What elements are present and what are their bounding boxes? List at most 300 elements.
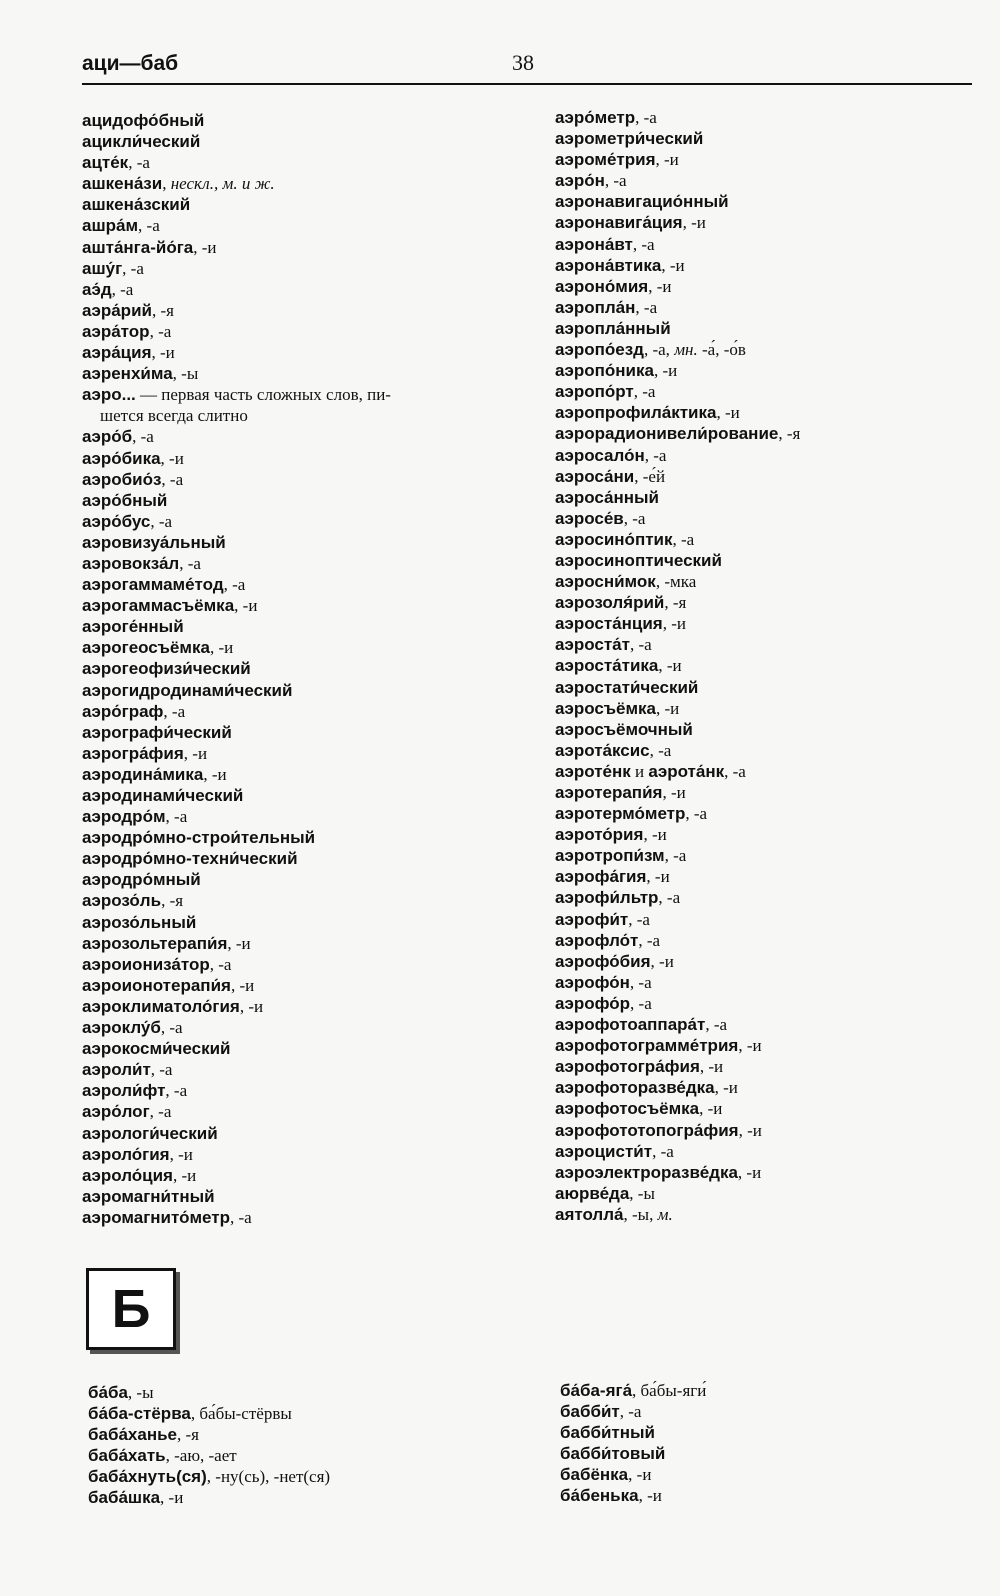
headword: ашта́нга-йо́га bbox=[82, 237, 194, 257]
grammar-form: , -а bbox=[160, 1018, 183, 1038]
grammar-form: , -и bbox=[628, 1465, 652, 1485]
dictionary-entry bbox=[555, 1141, 975, 1162]
dictionary-entry bbox=[555, 234, 975, 255]
grammar-form: , -и bbox=[682, 213, 706, 233]
dictionary-entry bbox=[82, 869, 522, 890]
grammar-form: , -а bbox=[128, 153, 150, 173]
dictionary-entry bbox=[560, 1422, 980, 1443]
headword: аэродинами́ческий bbox=[82, 786, 244, 805]
grammar-form: , -и bbox=[172, 1165, 197, 1185]
grammar-form: , -а bbox=[644, 445, 667, 465]
headword: аэросино́птик bbox=[555, 529, 673, 549]
dictionary-entry bbox=[555, 508, 975, 529]
grammar-form: , -а bbox=[664, 846, 687, 866]
dictionary-entry bbox=[82, 890, 522, 911]
headword: аэростати́ческий bbox=[555, 677, 699, 697]
grammar-form: , -ы bbox=[127, 1383, 154, 1402]
dictionary-entry bbox=[82, 785, 522, 806]
headword: аэродро́мно-строи́тельный bbox=[82, 828, 316, 848]
headword: аэро́бный bbox=[82, 490, 168, 510]
dictionary-entry bbox=[82, 279, 522, 300]
dictionary-entry bbox=[82, 532, 522, 553]
grammar-form: , -а bbox=[111, 279, 134, 299]
headword: ба́ба bbox=[88, 1383, 128, 1402]
dictionary-entry bbox=[88, 1382, 528, 1403]
headword: баба́хать bbox=[88, 1446, 166, 1466]
headword: аэро... bbox=[82, 385, 136, 405]
headword: аэроста́тика bbox=[555, 656, 659, 676]
headword: ацидофо́бный bbox=[82, 111, 205, 130]
grammar-form: , -а bbox=[604, 171, 627, 191]
grammar-form: , -и bbox=[169, 1144, 193, 1164]
headword: аэрота́ксис bbox=[555, 740, 650, 760]
headword: аэроста́нция bbox=[555, 614, 663, 634]
grammar-form: , -я bbox=[664, 593, 687, 613]
grammar-form: , -и bbox=[699, 1099, 723, 1119]
dictionary-entry bbox=[82, 173, 522, 194]
grammar-form: , -я bbox=[161, 891, 184, 911]
headword: бабби́товый bbox=[560, 1444, 666, 1464]
headword: аэродро́мный bbox=[82, 870, 201, 890]
headword: аэропо́рт bbox=[555, 382, 634, 402]
headword: баба́хнуть(ся) bbox=[88, 1467, 207, 1487]
headword: аэрофотосъёмка bbox=[555, 1099, 700, 1119]
headword: аэровизуа́льный bbox=[82, 532, 226, 552]
grammar-form: и bbox=[630, 761, 649, 781]
dictionary-entry bbox=[555, 1183, 975, 1204]
dictionary-entry bbox=[82, 215, 522, 236]
headword: аэрозо́льный bbox=[82, 912, 197, 932]
dictionary-entry bbox=[555, 1056, 975, 1077]
dictionary-entry bbox=[555, 1077, 975, 1098]
headword: аэрозольтерапи́я bbox=[82, 933, 228, 953]
grammar-form: , -и bbox=[662, 783, 686, 802]
dictionary-entry bbox=[82, 1059, 522, 1080]
grammar-form: , -а bbox=[629, 972, 652, 992]
headword: аэроклу́б bbox=[82, 1018, 161, 1038]
dictionary-entry bbox=[560, 1401, 980, 1422]
headword: аэробио́з bbox=[82, 469, 162, 489]
dictionary-entry bbox=[555, 529, 975, 550]
grammar-form: , -и bbox=[716, 403, 740, 423]
grammar-form: , -ы, bbox=[623, 1204, 658, 1224]
grammar-form: , -а bbox=[132, 427, 154, 447]
grammar-form: , -а bbox=[705, 1015, 728, 1035]
headword: аэромагнито́метр bbox=[82, 1207, 230, 1227]
grammar-form: , -а bbox=[209, 954, 232, 974]
dictionary-entry bbox=[555, 550, 975, 571]
grammar-form: , -а bbox=[149, 1102, 172, 1122]
headword: аэросало́н bbox=[555, 445, 645, 465]
grammar-form: , -ну(сь), -нет(ся) bbox=[206, 1467, 331, 1487]
dictionary-entry bbox=[555, 761, 975, 782]
dictionary-entry bbox=[82, 342, 522, 363]
headword: аэропо́езд bbox=[555, 340, 644, 360]
dictionary-entry bbox=[555, 698, 975, 719]
grammar-form: , -и bbox=[653, 361, 678, 381]
grammar-form: , -и bbox=[151, 343, 175, 363]
dictionary-entry bbox=[82, 595, 522, 616]
grammar-form: , -и bbox=[714, 1078, 738, 1098]
headword: аэроли́т bbox=[82, 1060, 151, 1080]
headword: аэрофи́льтр bbox=[555, 888, 659, 908]
dictionary-entry bbox=[555, 445, 975, 466]
grammar-form: , -а bbox=[629, 635, 652, 655]
abbreviation: нескл., м. и ж. bbox=[170, 174, 275, 194]
headword: аэрогидродинами́ческий bbox=[82, 680, 293, 700]
headword: аэро́б bbox=[82, 427, 133, 447]
grammar-form: , -а bbox=[163, 701, 186, 721]
grammar-form: , -и bbox=[646, 867, 670, 887]
grammar-form: , ба́бы-стёрвы bbox=[190, 1404, 292, 1424]
grammar-form: , -аю, -ает bbox=[165, 1446, 237, 1466]
dictionary-entry bbox=[82, 680, 522, 701]
grammar-form: , ба́бы-яги́ bbox=[632, 1381, 707, 1400]
grammar-form: , -а bbox=[628, 909, 650, 929]
grammar-form: , -я bbox=[151, 300, 174, 320]
headword: аэроге́нный bbox=[82, 617, 184, 637]
headword: бабби́т bbox=[560, 1402, 620, 1422]
grammar-form: , -а bbox=[633, 382, 656, 402]
grammar-form: , -а bbox=[658, 888, 681, 908]
dictionary-entry bbox=[555, 107, 975, 128]
headword: ба́бенька bbox=[560, 1486, 639, 1506]
dictionary-entry bbox=[88, 1424, 528, 1445]
grammar-form: , -а bbox=[652, 1141, 674, 1161]
grammar-form: , -а bbox=[635, 108, 657, 127]
headword: аэромагни́тный bbox=[82, 1186, 215, 1206]
dictionary-entry bbox=[555, 909, 975, 930]
headword: аэрозоля́рий bbox=[555, 593, 665, 613]
dictionary-entry bbox=[82, 131, 522, 152]
grammar-form: , -а bbox=[138, 216, 160, 236]
headword: аэро́бус bbox=[82, 511, 151, 531]
grammar-form: , -и bbox=[661, 255, 685, 275]
dictionary-entry bbox=[555, 655, 975, 676]
grammar-form: , -а bbox=[122, 258, 144, 278]
grammar-form: , -и bbox=[203, 764, 227, 784]
headword: аэрокосми́ческий bbox=[82, 1039, 231, 1059]
grammar-form: , -и bbox=[658, 656, 682, 676]
dictionary-entry bbox=[555, 634, 975, 655]
dictionary-entry bbox=[82, 616, 522, 637]
grammar-form: , -я bbox=[778, 424, 801, 444]
dictionary-entry bbox=[82, 912, 522, 933]
dictionary-entry bbox=[555, 887, 975, 908]
headword: ба́ба-яга́ bbox=[560, 1381, 633, 1400]
headword: аэросиноптический bbox=[555, 550, 722, 570]
headword: аэропрофила́ктика bbox=[555, 403, 717, 423]
headword: ашкена́зи bbox=[82, 174, 163, 194]
dictionary-entry bbox=[82, 152, 522, 173]
grammar-form: , -я bbox=[177, 1425, 199, 1445]
headword: аэроста́т bbox=[555, 635, 630, 655]
dictionary-entry bbox=[82, 448, 522, 469]
dictionary-entry bbox=[82, 933, 522, 954]
abbreviation: мн. bbox=[674, 340, 698, 360]
headword: аэрофа́гия bbox=[555, 867, 647, 887]
headword: ацикли́ческий bbox=[82, 132, 201, 152]
dictionary-entry bbox=[82, 574, 522, 595]
page-number: 38 bbox=[512, 50, 534, 75]
headword: аэра́ция bbox=[82, 343, 152, 363]
headword: аэро́граф bbox=[82, 701, 164, 721]
grammar-form: , -а bbox=[619, 1402, 642, 1422]
headword: аэрофи́т bbox=[555, 909, 629, 929]
dictionary-entry bbox=[555, 719, 975, 740]
headword: аэротермо́метр bbox=[555, 804, 686, 824]
grammar-form: , -ы bbox=[629, 1183, 655, 1203]
headword: аэроиониза́тор bbox=[82, 954, 210, 974]
headword: аэропо́ника bbox=[555, 361, 654, 381]
dictionary-entry bbox=[555, 951, 975, 972]
dictionary-entry bbox=[82, 1144, 522, 1165]
dictionary-entry bbox=[560, 1443, 980, 1464]
column-right bbox=[555, 107, 975, 1225]
dictionary-entry bbox=[82, 1017, 522, 1038]
headword: аэрографи́ческий bbox=[82, 722, 232, 742]
dictionary-entry bbox=[82, 701, 522, 722]
grammar-form: , -а bbox=[149, 321, 172, 341]
headword: аэро́лог bbox=[82, 1102, 150, 1122]
dictionary-entry bbox=[555, 423, 975, 444]
dictionary-entry bbox=[82, 827, 522, 848]
dictionary-entry bbox=[82, 469, 522, 490]
dictionary-entry bbox=[555, 487, 975, 508]
headword: аэросни́мок bbox=[555, 572, 656, 592]
grammar-form: , -а bbox=[623, 508, 646, 528]
grammar-form: , -и bbox=[662, 614, 686, 634]
dictionary-entry bbox=[555, 677, 975, 698]
grammar-form: шется всегда слитно bbox=[100, 406, 248, 426]
grammar-form: , -и bbox=[227, 933, 251, 953]
headword: аэрофотограмме́трия bbox=[555, 1036, 739, 1056]
dictionary-entry bbox=[555, 803, 975, 824]
dictionary-entry bbox=[82, 954, 522, 975]
grammar-form: , -а bbox=[649, 740, 672, 760]
dictionary-entry bbox=[82, 300, 522, 321]
grammar-form: , -а bbox=[179, 553, 201, 573]
headword: аэронавига́ция bbox=[555, 213, 683, 233]
dictionary-entry bbox=[555, 402, 975, 423]
grammar-form: , -а bbox=[685, 804, 708, 824]
headword: аэрогаммаме́тод bbox=[82, 575, 224, 595]
grammar-form: , -а bbox=[638, 930, 661, 950]
grammar-form: , -и bbox=[160, 448, 184, 468]
headword: аэроса́ни bbox=[555, 466, 635, 486]
headword: аэрогра́фия bbox=[82, 743, 184, 763]
grammar-form: , -мка bbox=[655, 572, 697, 592]
headword: аэрофоторазве́дка bbox=[555, 1078, 715, 1098]
dictionary-entry bbox=[560, 1485, 980, 1506]
headword: бабби́тный bbox=[560, 1423, 655, 1443]
dictionary-entry bbox=[555, 993, 975, 1014]
dictionary-entry bbox=[82, 1186, 522, 1207]
headword: аэренхи́ма bbox=[82, 364, 173, 384]
headword: аэродро́м bbox=[82, 807, 166, 827]
dictionary-entry bbox=[555, 297, 975, 318]
grammar-form: , -и bbox=[239, 996, 264, 1016]
header-rule bbox=[82, 83, 972, 85]
headword: аэросе́в bbox=[555, 508, 624, 528]
grammar-form: , -и bbox=[648, 276, 672, 296]
dictionary-entry bbox=[88, 1466, 528, 1487]
headword: аэрометри́ческий bbox=[555, 129, 704, 149]
dictionary-entry bbox=[560, 1380, 980, 1401]
dictionary-entry bbox=[82, 743, 522, 764]
headword: аэ́д bbox=[82, 279, 112, 299]
dictionary-entry bbox=[555, 740, 975, 761]
dictionary-entry bbox=[82, 321, 522, 342]
dictionary-entry bbox=[555, 255, 975, 276]
headword: баба́шка bbox=[88, 1488, 161, 1508]
headword: ацте́к bbox=[82, 153, 129, 173]
dictionary-entry bbox=[555, 1120, 975, 1141]
dictionary-entry bbox=[555, 381, 975, 402]
headword-variant: аэрота́нк bbox=[648, 761, 725, 781]
grammar-form: , -и bbox=[234, 596, 258, 616]
headword: аэротропи́зм bbox=[555, 846, 665, 866]
headword: аэрофо́н bbox=[555, 972, 630, 992]
dictionary-entry bbox=[82, 1165, 522, 1186]
headword: аэрогаммасъёмка bbox=[82, 596, 235, 616]
grammar-form: , -а bbox=[630, 993, 652, 1013]
dictionary-entry bbox=[555, 318, 975, 339]
column-b-left bbox=[88, 1382, 528, 1509]
grammar-form: , -а bbox=[150, 511, 173, 531]
dictionary-entry bbox=[82, 553, 522, 574]
headword: аэросъёмочный bbox=[555, 719, 693, 739]
dictionary-entry bbox=[555, 930, 975, 951]
dictionary-entry bbox=[555, 1035, 975, 1056]
dictionary-entry bbox=[82, 848, 522, 869]
dictionary-entry bbox=[555, 613, 975, 634]
headword: аэрологи́ческий bbox=[82, 1123, 218, 1143]
headword: аэровокза́л bbox=[82, 553, 180, 573]
headword: аэроэлектроразве́дка bbox=[555, 1162, 738, 1182]
headword: аэроионотерапи́я bbox=[82, 975, 231, 995]
headword: аэронавигацио́нный bbox=[555, 192, 729, 212]
headword: ашу́г bbox=[82, 258, 123, 278]
headword: аэрона́втика bbox=[555, 255, 662, 275]
headword: аэроло́ция bbox=[82, 1165, 173, 1185]
dictionary-entry bbox=[555, 845, 975, 866]
headword: аэроме́трия bbox=[555, 150, 656, 170]
headword: аэра́тор bbox=[82, 321, 150, 341]
dictionary-entry bbox=[555, 149, 975, 170]
headword: аэрогеофизи́ческий bbox=[82, 659, 251, 679]
dictionary-entry bbox=[555, 782, 975, 803]
headword: аэроли́фт bbox=[82, 1081, 166, 1101]
headword: аюрве́да bbox=[555, 1183, 630, 1203]
grammar-form: , -а bbox=[165, 1081, 188, 1101]
headword: ба́ба-стёрва bbox=[88, 1404, 191, 1424]
section-letter: Б bbox=[111, 1279, 151, 1339]
grammar-form: , -и bbox=[737, 1162, 762, 1182]
grammar-form: , -а bbox=[230, 1207, 252, 1227]
grammar-form: , -и bbox=[643, 825, 667, 845]
headword: аэроцисти́т bbox=[555, 1141, 653, 1161]
dictionary-entry bbox=[555, 866, 975, 887]
grammar-form: , bbox=[162, 174, 171, 194]
page-header bbox=[82, 52, 972, 82]
grammar-form: -а́, -о́в bbox=[697, 340, 746, 360]
headword: аэро́метр bbox=[555, 108, 636, 127]
column-b-right bbox=[560, 1380, 980, 1507]
grammar-form: , -а bbox=[161, 469, 184, 489]
dictionary-entry bbox=[82, 722, 522, 743]
grammar-form: , -и bbox=[183, 743, 208, 763]
grammar-form: , -а bbox=[632, 234, 655, 254]
dictionary-entry bbox=[88, 1487, 528, 1508]
dictionary-entry bbox=[555, 1204, 975, 1225]
grammar-form: , -и bbox=[193, 237, 217, 257]
running-head: аци—баб bbox=[82, 52, 179, 75]
grammar-form: , -и bbox=[656, 698, 680, 718]
dictionary-entry bbox=[82, 975, 522, 996]
dictionary-entry bbox=[82, 658, 522, 679]
headword: аэрофо́р bbox=[555, 993, 631, 1013]
headword: аэрорадионивели́рование bbox=[555, 424, 779, 444]
headword: ашкена́зский bbox=[82, 195, 191, 215]
headword: аэропла́нный bbox=[555, 318, 671, 338]
dictionary-entry bbox=[82, 110, 522, 131]
grammar-form: , -а bbox=[635, 297, 658, 317]
dictionary-entry bbox=[82, 511, 522, 532]
dictionary-entry bbox=[82, 384, 522, 405]
grammar-form: , -а bbox=[165, 807, 188, 827]
headword: баба́ханье bbox=[88, 1425, 177, 1445]
grammar-form: , -и bbox=[655, 150, 679, 170]
dictionary-entry bbox=[555, 360, 975, 381]
grammar-form: , -и bbox=[209, 638, 234, 658]
dictionary-entry bbox=[560, 1464, 980, 1485]
dictionary-entry bbox=[555, 972, 975, 993]
dictionary-entry bbox=[555, 1162, 975, 1183]
headword: аэрофо́бия bbox=[555, 951, 651, 971]
headword: аэропла́н bbox=[555, 297, 636, 317]
dictionary-entry bbox=[82, 1080, 522, 1101]
headword: бабёнка bbox=[560, 1465, 629, 1485]
headword: аэроно́мия bbox=[555, 276, 649, 296]
dictionary-entry bbox=[555, 276, 975, 297]
dictionary-entry bbox=[82, 405, 522, 426]
headword: аэродина́мика bbox=[82, 764, 204, 784]
dictionary-entry bbox=[82, 363, 522, 384]
grammar-form: , -и bbox=[638, 1486, 662, 1506]
dictionary-entry bbox=[82, 1123, 522, 1144]
headword: аэроклиматоло́гия bbox=[82, 996, 240, 1016]
headword: аэро́н bbox=[555, 171, 605, 191]
grammar-form: , -и bbox=[699, 1057, 724, 1077]
dictionary-entry bbox=[82, 1101, 522, 1122]
headword: аэрофло́т bbox=[555, 930, 639, 950]
headword: аятолла́ bbox=[555, 1204, 624, 1224]
grammar-form: , -и bbox=[160, 1488, 184, 1508]
dictionary-entry bbox=[88, 1445, 528, 1466]
headword: аэрона́вт bbox=[555, 234, 633, 254]
column-left bbox=[82, 110, 522, 1228]
dictionary-entry bbox=[82, 996, 522, 1017]
headword: аэрото́рия bbox=[555, 825, 644, 845]
dictionary-entry bbox=[82, 764, 522, 785]
headword: аэроса́нный bbox=[555, 487, 660, 507]
headword: аэрозо́ль bbox=[82, 891, 162, 911]
dictionary-entry bbox=[555, 1014, 975, 1035]
headword: аэродро́мно-техни́ческий bbox=[82, 849, 298, 869]
dictionary-entry bbox=[88, 1403, 528, 1424]
headword: ашра́м bbox=[82, 216, 139, 236]
